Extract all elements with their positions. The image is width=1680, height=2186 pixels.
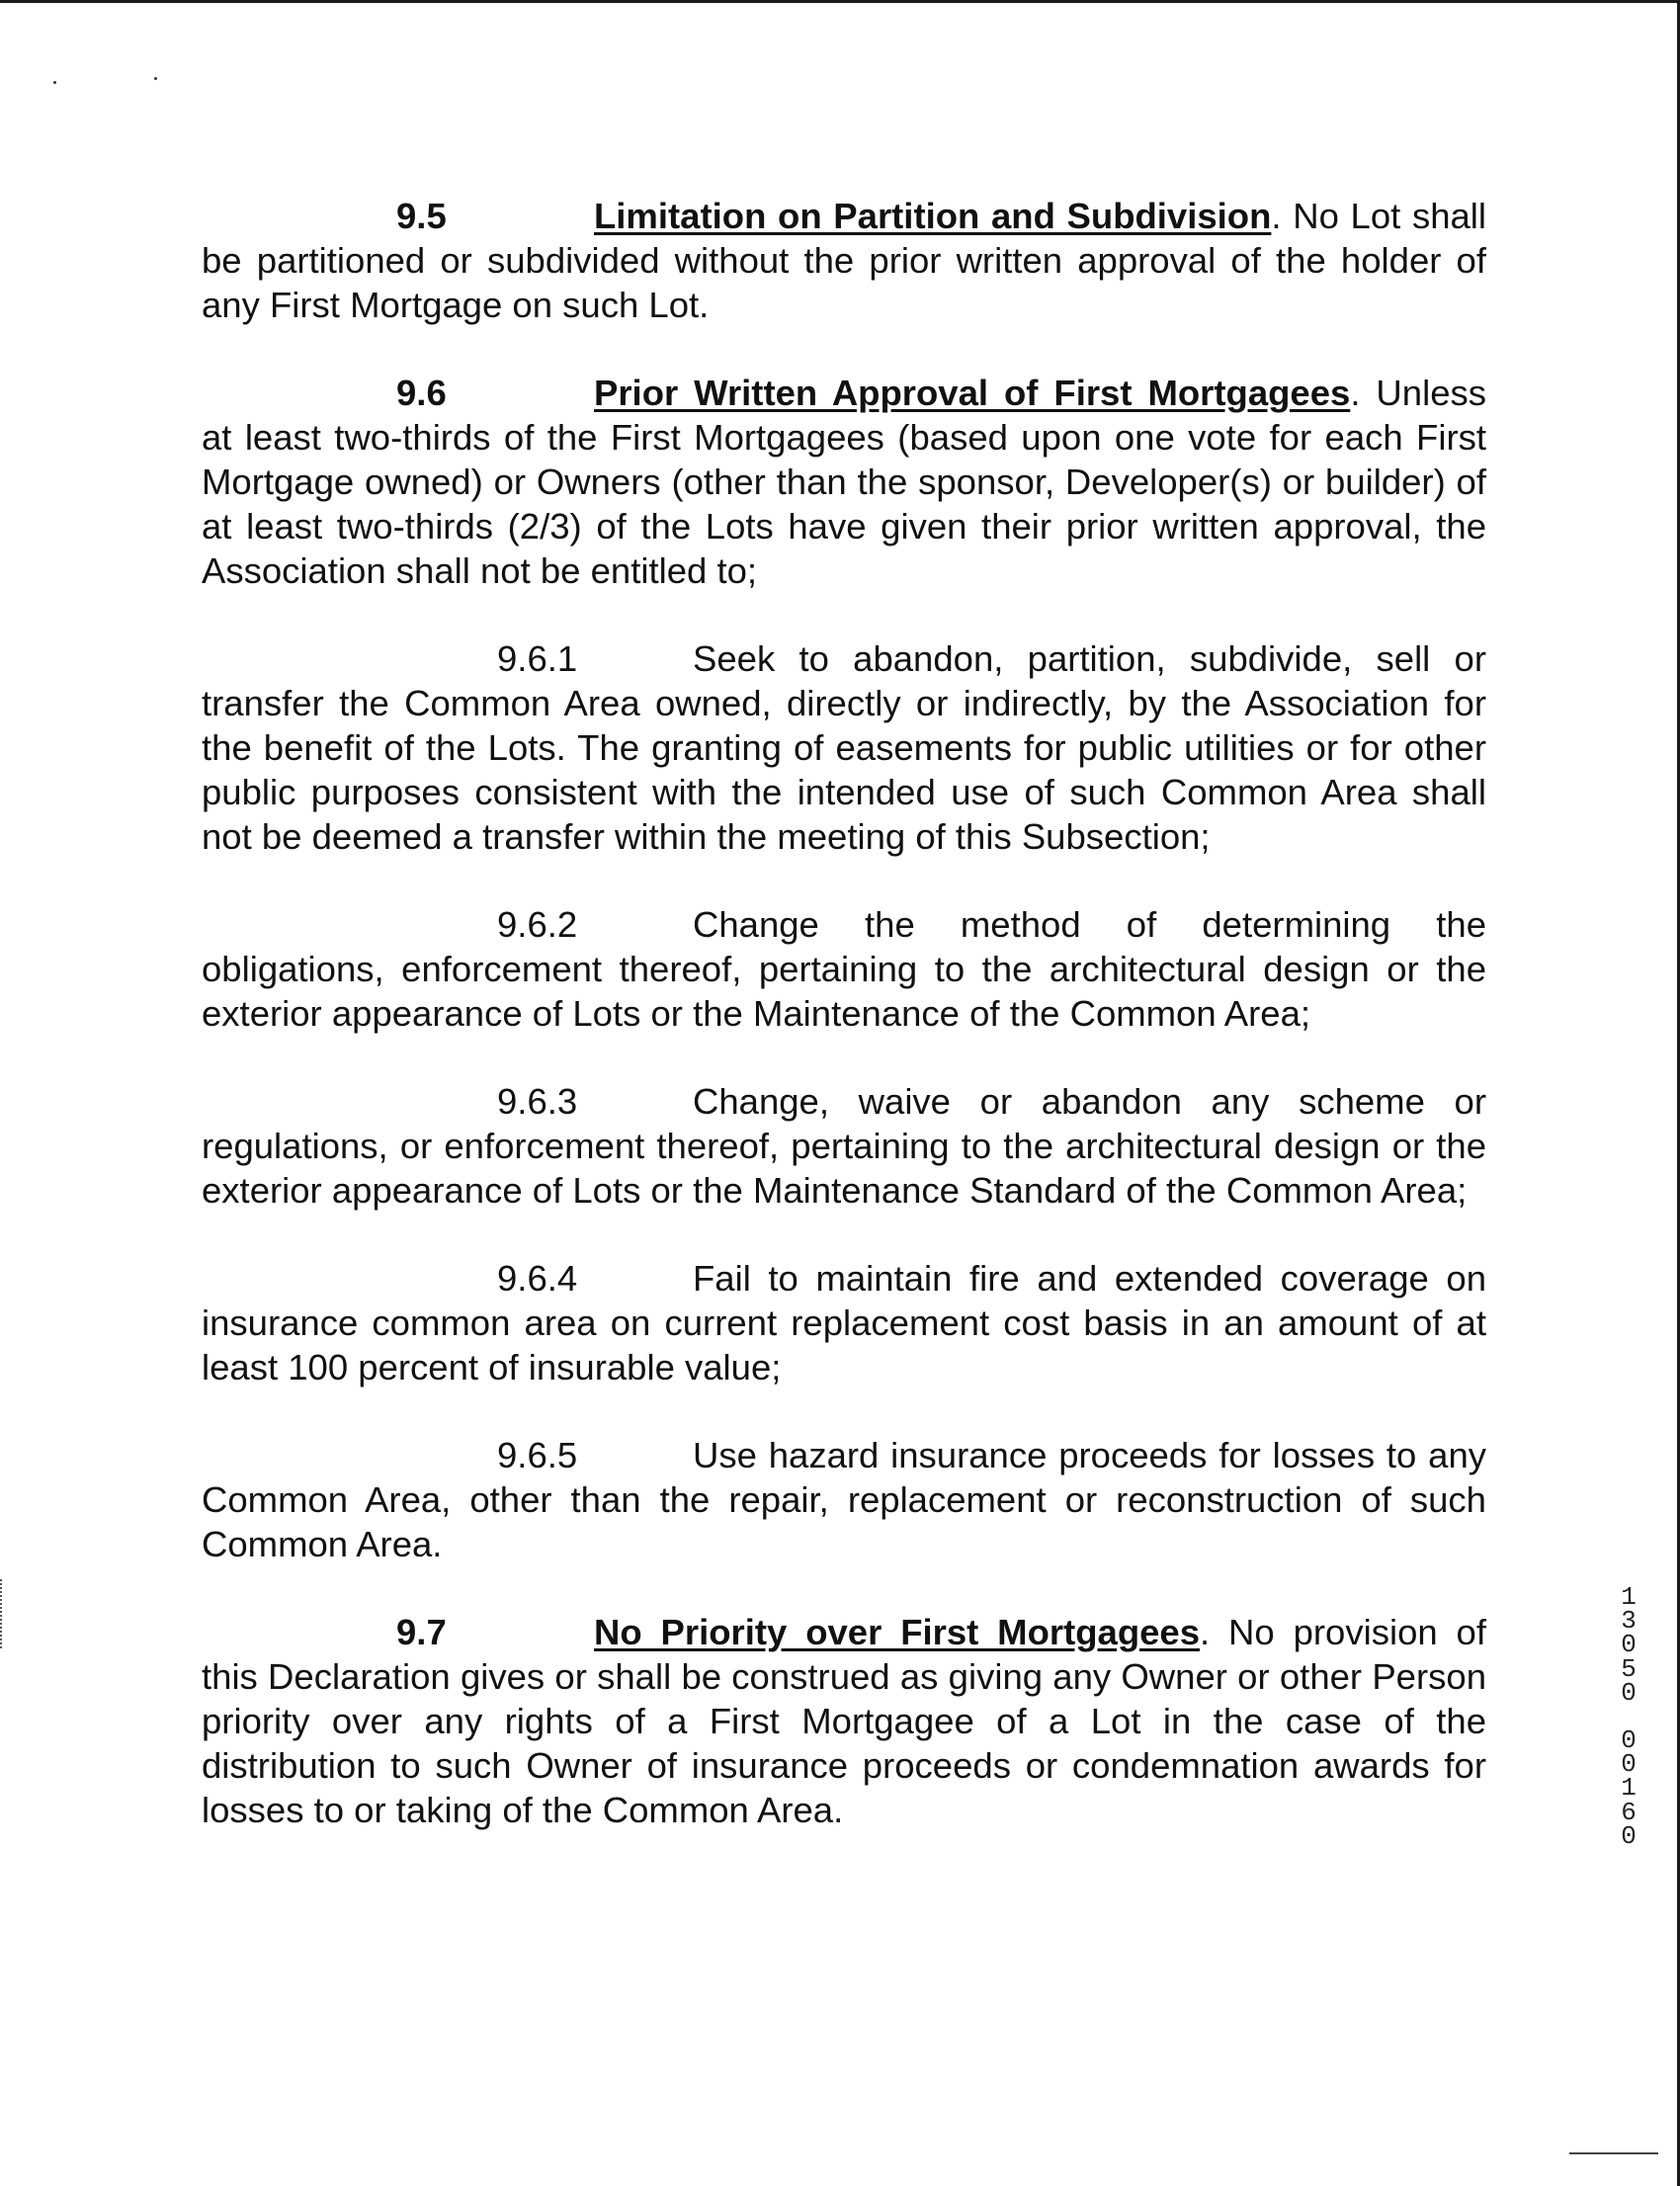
section-text: . No provision of this Declaration gives or shall be construed as giving any Owner or other Person priority over any rights of a First Mortgagee of a Lot in the case of the distribution to such Owner of insurance proceeds or condemnation awards for losses to or taking of the Common Area. bbox=[202, 1612, 1486, 1830]
section-9-7 bbox=[202, 1610, 1486, 1832]
scan-edge-mark bbox=[0, 1579, 5, 1648]
section-number: 9.7 bbox=[396, 1612, 447, 1652]
subsection-number: 9.6.4 bbox=[497, 1258, 578, 1299]
subsection-9-6-4 bbox=[202, 1256, 1486, 1389]
subsection-9-6-5 bbox=[202, 1433, 1486, 1566]
scan-speck bbox=[53, 81, 56, 84]
scan-border-top bbox=[0, 0, 1680, 3]
section-9-5 bbox=[202, 194, 1486, 327]
subsection-number: 9.6.5 bbox=[497, 1435, 578, 1475]
subsection-number: 9.6.1 bbox=[497, 638, 578, 679]
subsection-9-6-3 bbox=[202, 1079, 1486, 1213]
subsection-text: Change the method of determining the obligations, enforcement thereof, pertaining to the architectural design or the exterior appearance of Lots or the Maintenance of the Common Area; bbox=[202, 904, 1486, 1034]
recording-stamp bbox=[1616, 1582, 1641, 1851]
scan-edge-mark bbox=[1569, 2152, 1658, 2154]
recording-stamp-page: 00160 bbox=[1621, 1725, 1637, 1851]
section-text: . Unless at least two-thirds of the First Mortgagees (based upon one vote for each First Mortgage owned) or Owners (other than the sponsor, Developer(s) or builder) of at least two-thirds (2/3) of the Lots have given their prior written approval, the Association shall not be entitled to; bbox=[202, 373, 1486, 591]
scan-speck bbox=[154, 77, 157, 80]
section-heading: No Priority over First Mortgagees bbox=[594, 1612, 1201, 1652]
subsection-text: Change, waive or abandon any scheme or regulations, or enforcement thereof, pertaining to the architectural design or the exterior appearance of Lots or the Maintenance Standard of the Common Area; bbox=[202, 1081, 1486, 1211]
section-heading: Limitation on Partition and Subdivision bbox=[594, 196, 1272, 236]
section-number: 9.6 bbox=[396, 373, 447, 413]
section-number: 9.5 bbox=[396, 196, 447, 236]
recording-stamp-volume: 13050 bbox=[1621, 1582, 1637, 1708]
subsection-9-6-1 bbox=[202, 636, 1486, 859]
subsection-9-6-2 bbox=[202, 902, 1486, 1036]
subsection-text: Fail to maintain fire and extended coverage on insurance common area on current replacement cost basis in an amount of at least 100 percent of insurable value; bbox=[202, 1258, 1486, 1387]
subsection-text: Seek to abandon, partition, subdivide, sell or transfer the Common Area owned, directly or indirectly, by the Association for the benefit of the Lots. The granting of easements for public utilities or for other public purposes consistent with the intended use of such Common Area shall not be deemed a transfer within the meeting of this Subsection; bbox=[202, 638, 1486, 857]
subsection-number: 9.6.3 bbox=[497, 1081, 578, 1122]
subsection-number: 9.6.2 bbox=[497, 904, 578, 945]
subsection-text: Use hazard insurance proceeds for losses to any Common Area, other than the repair, replacement or reconstruction of such Common Area. bbox=[202, 1435, 1486, 1564]
section-text: . No Lot shall be partitioned or subdivided without the prior written approval of the holder of any First Mortgage on such Lot. bbox=[202, 196, 1487, 325]
document-body bbox=[202, 194, 1486, 1876]
section-9-6 bbox=[202, 371, 1486, 593]
section-heading: Prior Written Approval of First Mortgagees bbox=[594, 373, 1351, 413]
